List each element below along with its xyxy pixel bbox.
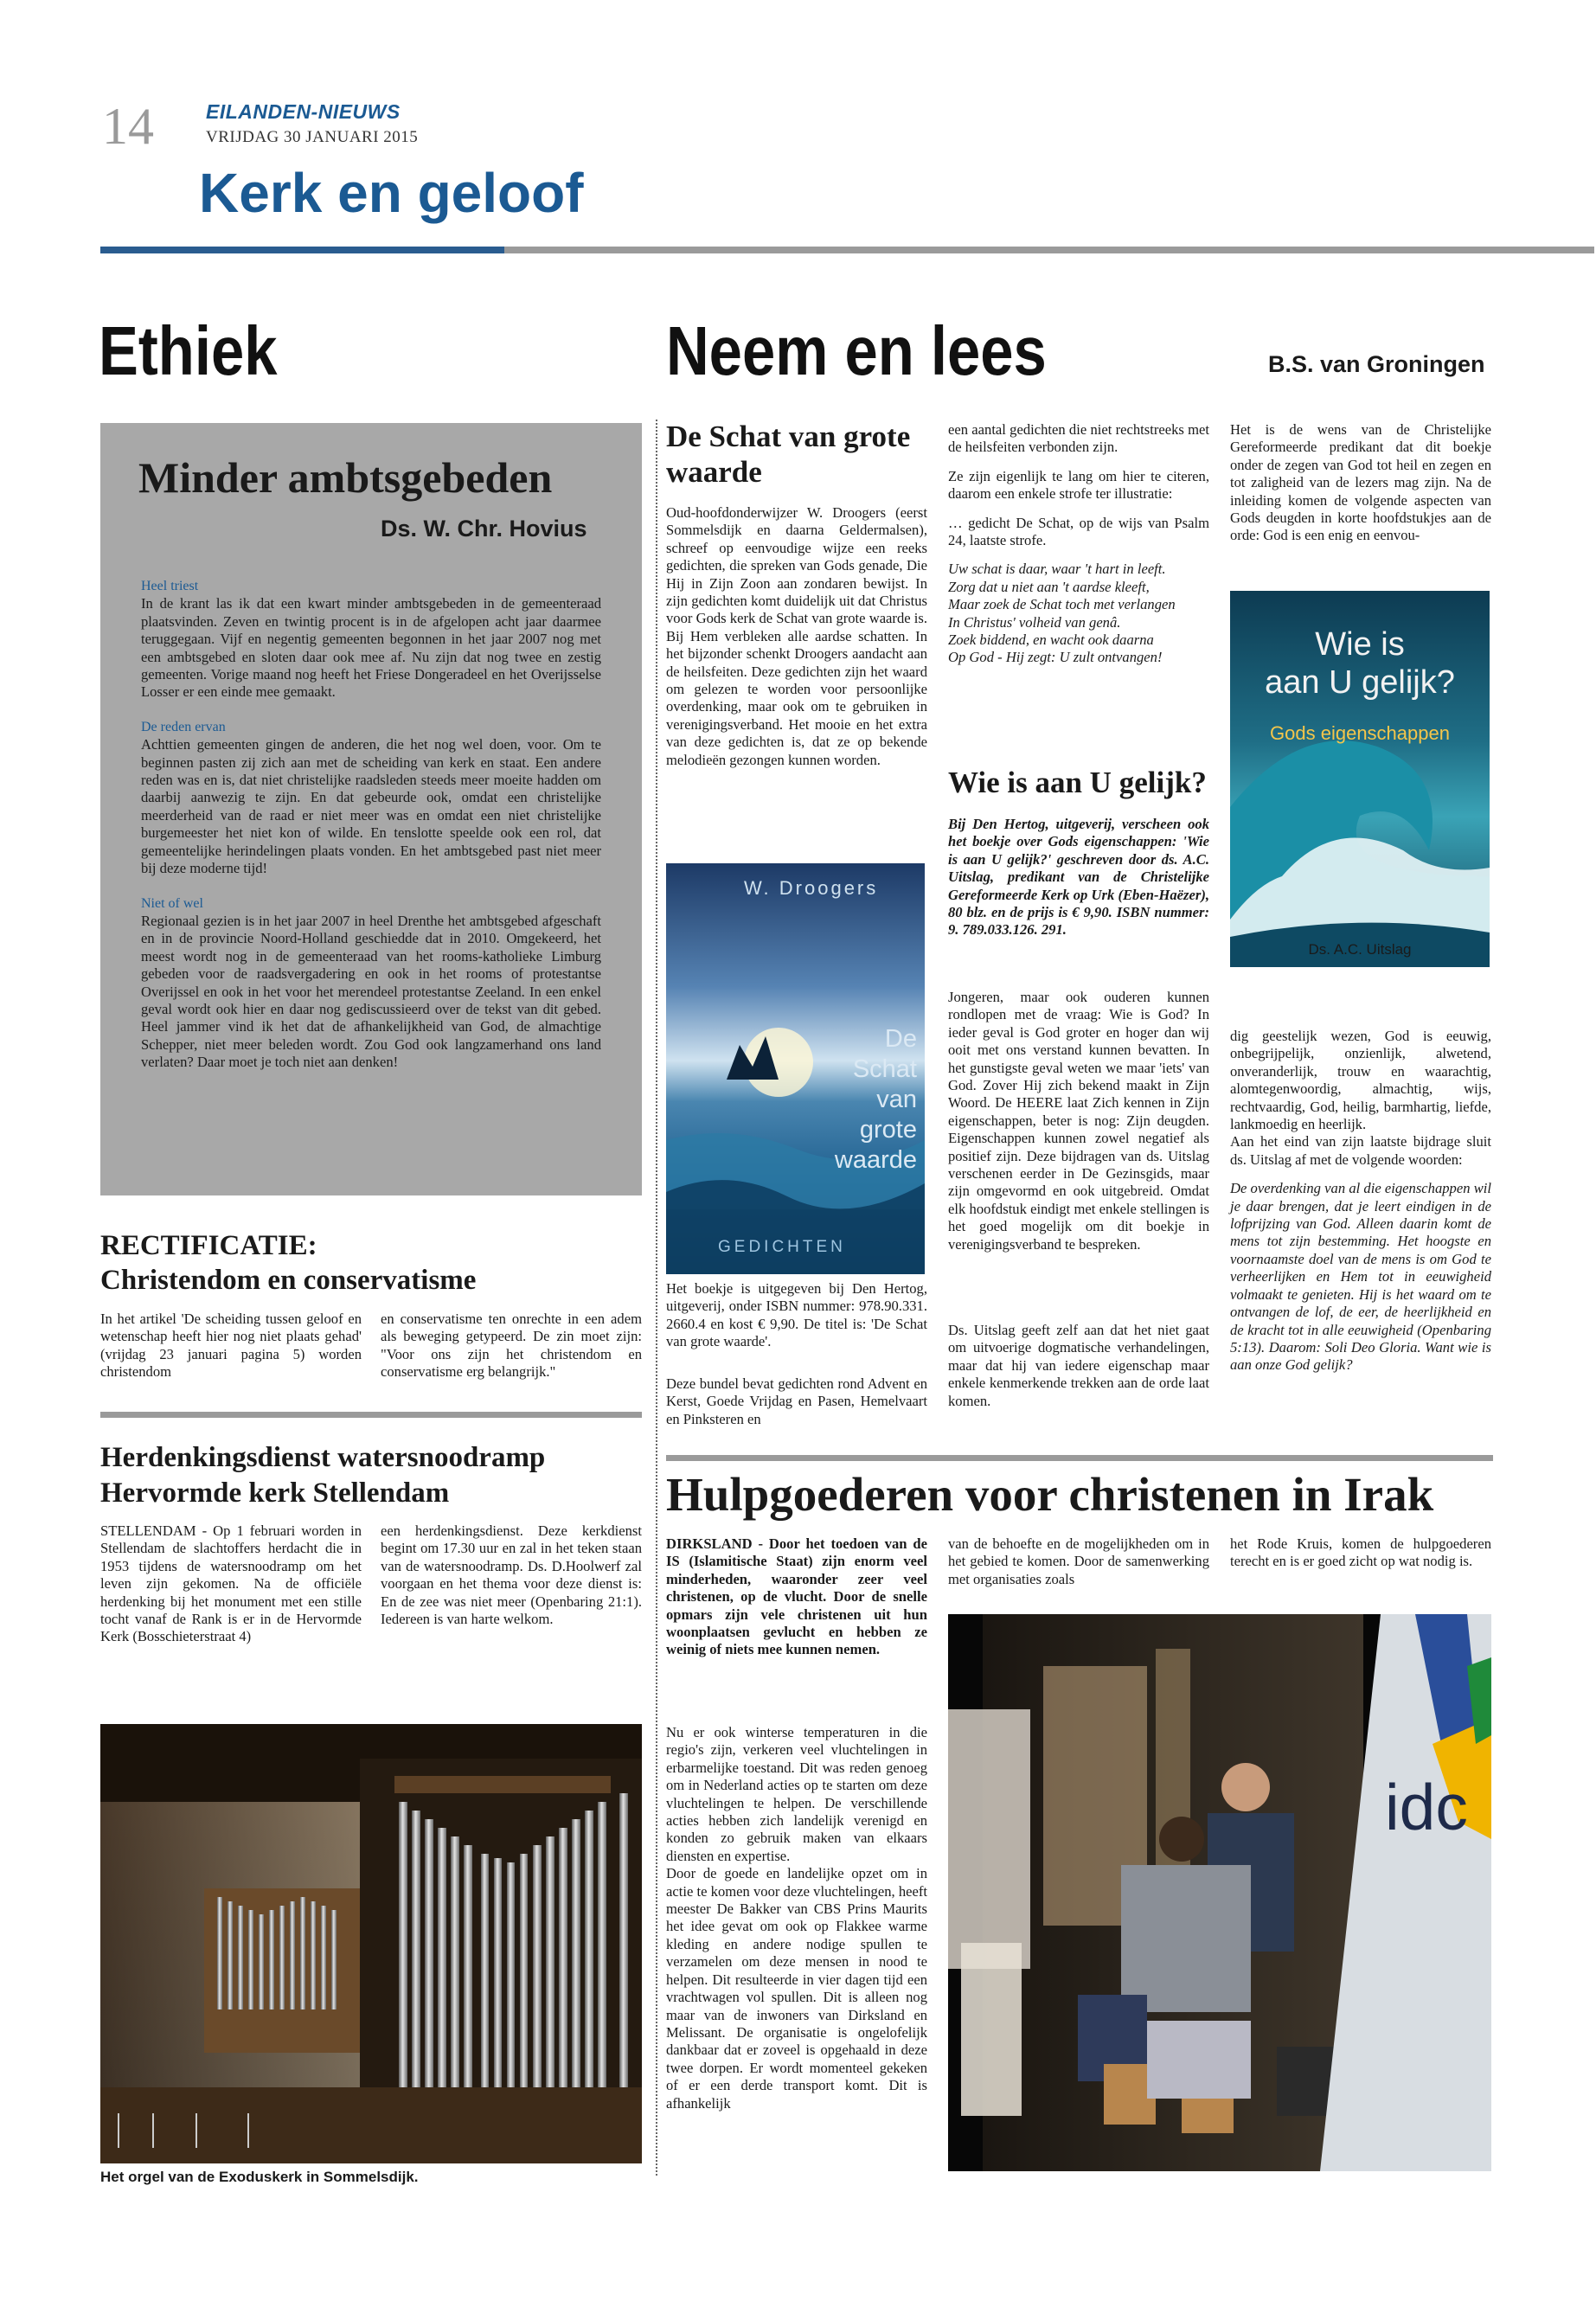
book1-title-line: De xyxy=(884,1025,917,1053)
ethiek-box-title: Minder ambtsgebeden xyxy=(138,453,553,502)
ethiek-box-byline: Ds. W. Chr. Hovius xyxy=(381,516,587,542)
irak-divider xyxy=(666,1455,1493,1461)
poem-line: In Christus' volheid van genâ. xyxy=(948,613,1121,631)
book2-author: Ds. A.C. Uitslag xyxy=(1308,941,1412,958)
col3-quote: De overdenking van al die eigenschappen wil je daar brengen, dat je leert eindigen in de lofprijzing van God. Alleen daarin komt de mens tot zijn bestemming. Het hoogste en voornaamste doel van de mens is om God te verheerlijken en Hem tot in eeuwigheid volmaakt te genieten. Hij is het waard om te ontvangen de lof, de eer, de heerlijkheid en de kracht tot in alle eeuwigheid (Openbaring 5:13). Daarom: Soli Deo Gloria. Want wie is aan onze God gelijk? xyxy=(1230,1180,1491,1374)
page-number: 14 xyxy=(102,98,154,155)
ethiek-sub-1: Heel triest xyxy=(141,579,199,593)
article1-paragraph-1: Oud-hoofdonderwijzer W. Droogers (eerst Sommelsdijk en daarna Geldermalsen), schreef op eenvoudige wijze een reeks gedichten, die spreken van Gods genade, Die Hij in Zijn Zoon aan zondaren bewijst. In zijn gedichten komt duidelijk uit dat Christus voor Gods kerk de Schat van grote waarde is. Bij Hem verbleken alle aardse schatten. In het bijzonder schenkt Droogers aandacht aan de heilsfeiten. Deze gedichten zijn het waard om gelezen te worden voor persoonlijke overdenking, maar ook om te gebruiken in verenigingsverband. Het mooie en het extra van deze gedichten is, dat ze op bekende melodieën gezongen kunnen worden. xyxy=(666,504,927,768)
ethiek-paragraph-1: In de krant las ik dat een kwart minder ambtsgebeden in de gemeenteraad plaatsvinden. Zeven en twintig procent is in de afgelopen acht jaar daarmee teruggegaan. Vijf en negentig gemeenten begonnen in het jaar 2007 nog met een ambtsgebed en sloten daar ook mee af. Nu zijn dat nog twee en zestig gemeenten. Vorige maand nog heeft het Friese Dongeradeel en het Overijsselse Losser er een einde mee gemaakt. xyxy=(141,595,601,701)
irak-col-3: het Rode Kruis, komen de hulpgoederen terecht en is er goed zicht op wat nodig is. xyxy=(1230,1535,1491,1570)
herdenking-title-1: Herdenkingsdienst watersnoodramp xyxy=(100,1442,546,1473)
book1-caption: Het boekje is uitgegeven bij Den Hertog, uitgeverij, onder ISBN nummer: 978.90.331. 2660.4 en kost € 9,90. De titel is: 'De Schat van grote waarde'. xyxy=(666,1280,927,1350)
neem-col2-body xyxy=(948,421,1209,667)
book1-title xyxy=(796,1024,917,1176)
book1-title-line: Schat xyxy=(852,1055,917,1083)
poem-line: Op God - Hij zegt: U zult ontvangen! xyxy=(948,649,1163,666)
herdenking-col-1: STELLENDAM - Op 1 februari worden in Stellendam de slachtoffers herdacht die in 1953 tijdens de watersnoodramp om het leven zijn gekomen. Na de officiële herdenking bij het monument met een stille tocht vanaf de Rank is er in de Hervormde Kerk (Bosschieterstraat 4) xyxy=(100,1522,362,1645)
book1-title-line: waarde xyxy=(834,1146,917,1174)
book1-title-line: van xyxy=(876,1086,917,1113)
col2-paragraph-2: Ze zijn eigenlijk te lang om hier te citeren, daarom een enkele strofe ter illustratie: xyxy=(948,467,1209,503)
article2-paragraph-1: Jongeren, maar ook ouderen kunnen rondlopen met de vraag: Wie is God? In ieder geval is God groter en hoger dan wij ooit met ons verstand kunnen bevatten. In het gunstigste geval weten we maar 'iets' van God. Zover Hij zich bekend maakt in Zijn Woord. De HEERE laat Zich kennen in Zijn eigenschappen, beter is nog: Zijn deugden. Eigenschappen kunnen zowel negatief als positief zijn. Deze bijdragen van ds. Uitslag verschenen eerder in De Gezinsgids, maar zijn omgevormd en ook uitgebreid. Omdat elk hoofdstuk eindigt met enkele stellingen is het goed mogelijk om dit boekje in verenigingsverband te bespreken. xyxy=(948,989,1209,1253)
irak-title: Hulpgoederen voor christenen in Irak xyxy=(666,1468,1434,1521)
ethiek-paragraph-2: Achttien gemeenten gingen de anderen, die het nog wel doen, voor. Om te beginnen pasten zij zich aan met de scheiding van kerk en staat. Een andere reden was en is, dat niet christelijke raadsleden steeds meer moeite hadden om daarbij aanwezig te zijn. En dat gebeurde ook, omdat een christelijke meerderheid van de raad er niet meer was en omdat een niet christelijke burgemeester het niet kon of wilde. En tenslotte speelde ook een rol, dat gemeentelijke herindelingen plaats vonden. En het ambtsgebed past niet meer bij deze moderne tijd! xyxy=(141,736,601,877)
poem xyxy=(948,561,1209,666)
article2-intro: Bij Den Hertog, uitgeverij, verscheen ook het boekje over Gods eigenschappen: 'Wie is aan U gelijk?' geschreven door ds. A.C. Uitslag, predikant van de Christelijke Gereformeerde Kerk op Urk (Eben-Haëzer), 80 blz. en de prijs is € 9,90. ISBN nummer: 9. 789.033.126. 291. xyxy=(948,816,1209,939)
book1-author: W. Droogers xyxy=(744,877,879,899)
book1-title-line: grote xyxy=(859,1116,917,1144)
poem-line: Zoek biddend, en wacht ook daarna xyxy=(948,631,1154,649)
book-cover-schat xyxy=(666,863,925,1274)
irak-col-2: van de behoefte en de mogelijkheden om in het gebied te komen. Door de samenwerking met organisaties zoals xyxy=(948,1535,1209,1587)
col3-paragraph-2: dig geestelijk wezen, God is eeuwig, onbegrijpelijk, onzienlijk, alwetend, onveranderlijk, trouw en waarachtig, alomtegenwoordig, almachtig, wijs, rechtvaardig, God, heilig, barmhartig, liefde, lankmoedig en heerlijk. xyxy=(1230,1028,1491,1133)
book2-title-line: Wie is xyxy=(1315,626,1405,663)
rectificatie-divider xyxy=(100,1412,642,1418)
truck-logo-text: idc xyxy=(1385,1771,1468,1843)
irak-body xyxy=(666,1724,927,2112)
col2-paragraph-1: een aantal gedichten die niet rechtstreeks met de heilsfeiten verbonden zijn. xyxy=(948,421,1209,456)
rectificatie-col-1: In het artikel 'De scheiding tussen geloof en wetenschap heeft hier nog niet plaats gehad' (vrijdag 23 januari pagina 5) worden christendom xyxy=(100,1311,362,1381)
organ-photo-caption: Het orgel van de Exoduskerk in Sommelsdijk. xyxy=(100,2169,419,2185)
section-rule-gray xyxy=(504,247,1594,253)
truck-photo-art xyxy=(948,1614,1491,2171)
poem-line: Maar zoek de Schat toch met verlangen xyxy=(948,596,1176,613)
book2-subtitle: Gods eigenschappen xyxy=(1270,722,1450,744)
article1-title: De Schat van grote waarde xyxy=(666,420,911,489)
rectificatie-title-2: Christendom en conservatisme xyxy=(100,1265,477,1296)
irak-lead: DIRKSLAND - Door het toedoen van de IS (Islamitische Staat) zijn enorm veel minderheden, waaronder zeer veel christenen, op de vlucht. Door de snelle opmars zijn vele christenen uit hun woonplaatsen gevlucht en hebben ze weinig of niets mee kunnen nemen. xyxy=(666,1535,927,1658)
col3-paragraph-1: Het is de wens van de Christelijke Gereformeerde predikant dat dit boekje onder de zegen van God tot heil en zegen en tot zaligheid van de lezers mag zijn. Na de inleiding komen de volgende aspecten van Gods deugden in korte hoofdstukjes aan de orde: God is een enig en eenvou- xyxy=(1230,421,1491,544)
col2-paragraph-3: … gedicht De Schat, op de wijs van Psalm 24, laatste strofe. xyxy=(948,514,1209,549)
organ-photo xyxy=(100,1724,642,2163)
ethiek-box-body xyxy=(141,578,601,1072)
irak-paragraph-1: Nu er ook winterse temperaturen in die regio's zijn, verkeren veel vluchtelingen in erbarmelijke toestand. Dit was reden genoeg om in Nederland acties op te starten om deze vluchtelingen te helpen. De verschillende acties hebben zich landelijk verenigd en konden zo gebruik maken van elkaars diensten en expertise. xyxy=(666,1724,927,1864)
dateline: VRIJDAG 30 JANUARI 2015 xyxy=(206,128,419,146)
irak-paragraph-2: Door de goede en landelijke opzet om in actie te komen voor deze vluchtelingen, heeft meester De Bakker van CBS Prins Maurits het idee gevat om ook op Flakkee warme kleding en andere nodige spullen te verzamelen om deze mensen in nood te helpen. Dit resulteerde in vier dagen tijd een vrachtwagen vol spullen. Dit is alleen nog maar van de inwoners van Dirksland en Melissant. De organisatie is ongelofelijk dankbaar dat er zoveel is opgehaald in deze twee dorpen. Er wordt momenteel gekeken of er een derde transport komt. Dit is afhankelijk xyxy=(666,1865,927,2112)
truck-photo xyxy=(948,1614,1491,2171)
book-cover-wie-is xyxy=(1230,591,1490,967)
book2-title-line: aan U gelijk? xyxy=(1265,664,1455,701)
neem-heading: Neem en lees xyxy=(666,312,1047,389)
rectificatie-title-1: RECTIFICATIE: xyxy=(100,1230,317,1261)
poem-line: Uw schat is daar, waar 't hart in leeft. xyxy=(948,561,1166,578)
article1-paragraph-2: Deze bundel bevat gedichten rond Advent en Kerst, Goede Vrijdag en Pasen, Hemelvaart en Pinksteren en xyxy=(666,1375,927,1427)
col3-body xyxy=(1230,1028,1491,1375)
section-title: Kerk en geloof xyxy=(199,162,584,224)
article2-title: Wie is aan U gelijk? xyxy=(948,766,1207,799)
ethiek-sub-3: Niet of wel xyxy=(141,895,203,911)
section-rule-blue xyxy=(100,247,504,253)
herdenking-col-2: een herdenkingsdienst. Deze kerkdienst begint om 17.30 uur en zal in het teken staan van de watersnoodramp. Ds. D.Hoolwerf zal voorgaan en het thema voor deze dienst is: En de zee was niet meer (Openbaring 21:1). Iedereen is van harte welkom. xyxy=(381,1522,642,1628)
masthead-logo: EILANDEN-NIEUWS xyxy=(206,100,401,123)
book1-subtitle: GEDICHTEN xyxy=(718,1238,846,1256)
rectificatie-col-2: en conservatisme ten onrechte in een adem als beweging getypeerd. De zin moet zijn: "Voor ons zijn het christendom en conservatisme erg belangrijk." xyxy=(381,1311,642,1381)
neem-byline: B.S. van Groningen xyxy=(1268,351,1485,377)
article2-paragraph-2: Ds. Uitslag geeft zelf aan dat het niet gaat om uitvoerige dogmatische verhandelingen, maar dat hij van iedere eigenschap maar enkele kenmerkende trekken aan de orde laat komen. xyxy=(948,1322,1209,1409)
column-separator xyxy=(656,420,657,2176)
book2-title xyxy=(1230,625,1490,702)
herdenking-title-2: Hervormde kerk Stellendam xyxy=(100,1477,450,1509)
poem-line: Zorg dat u niet aan 't aardse kleeft, xyxy=(948,578,1150,595)
ethiek-paragraph-3: Regionaal gezien is in het jaar 2007 in heel Drenthe het ambtsgebed afgeschaft en in de provincie Noord-Holland geschiedde dat in 2010. Omgekeerd, het meest wordt nog in de gemeenteraad van het rooms-katholieke Limburg gebeden voor de raadsvergadering en ook in het rooms of protestantse Overijssel en ook in het voor het merendeel protestantse Zeeland. In een enkel geval wordt ook hier en daar nog gediscussieerd over de tekst van dit gebed. Heel jammer vind ik het dat de afhankelijkheid van God, de almachtige Schepper, niet meer beleden wordt. Zou God ook langzamerhand ons land verlaten? Daar moet je toch niet aan denken! xyxy=(141,912,601,1071)
ethiek-heading: Ethiek xyxy=(99,312,278,389)
col3-paragraph-3: Aan het eind van zijn laatste bijdrage sluit ds. Uitslag af met de volgende woorden: xyxy=(1230,1133,1491,1168)
ethiek-sub-2: De reden ervan xyxy=(141,719,226,734)
